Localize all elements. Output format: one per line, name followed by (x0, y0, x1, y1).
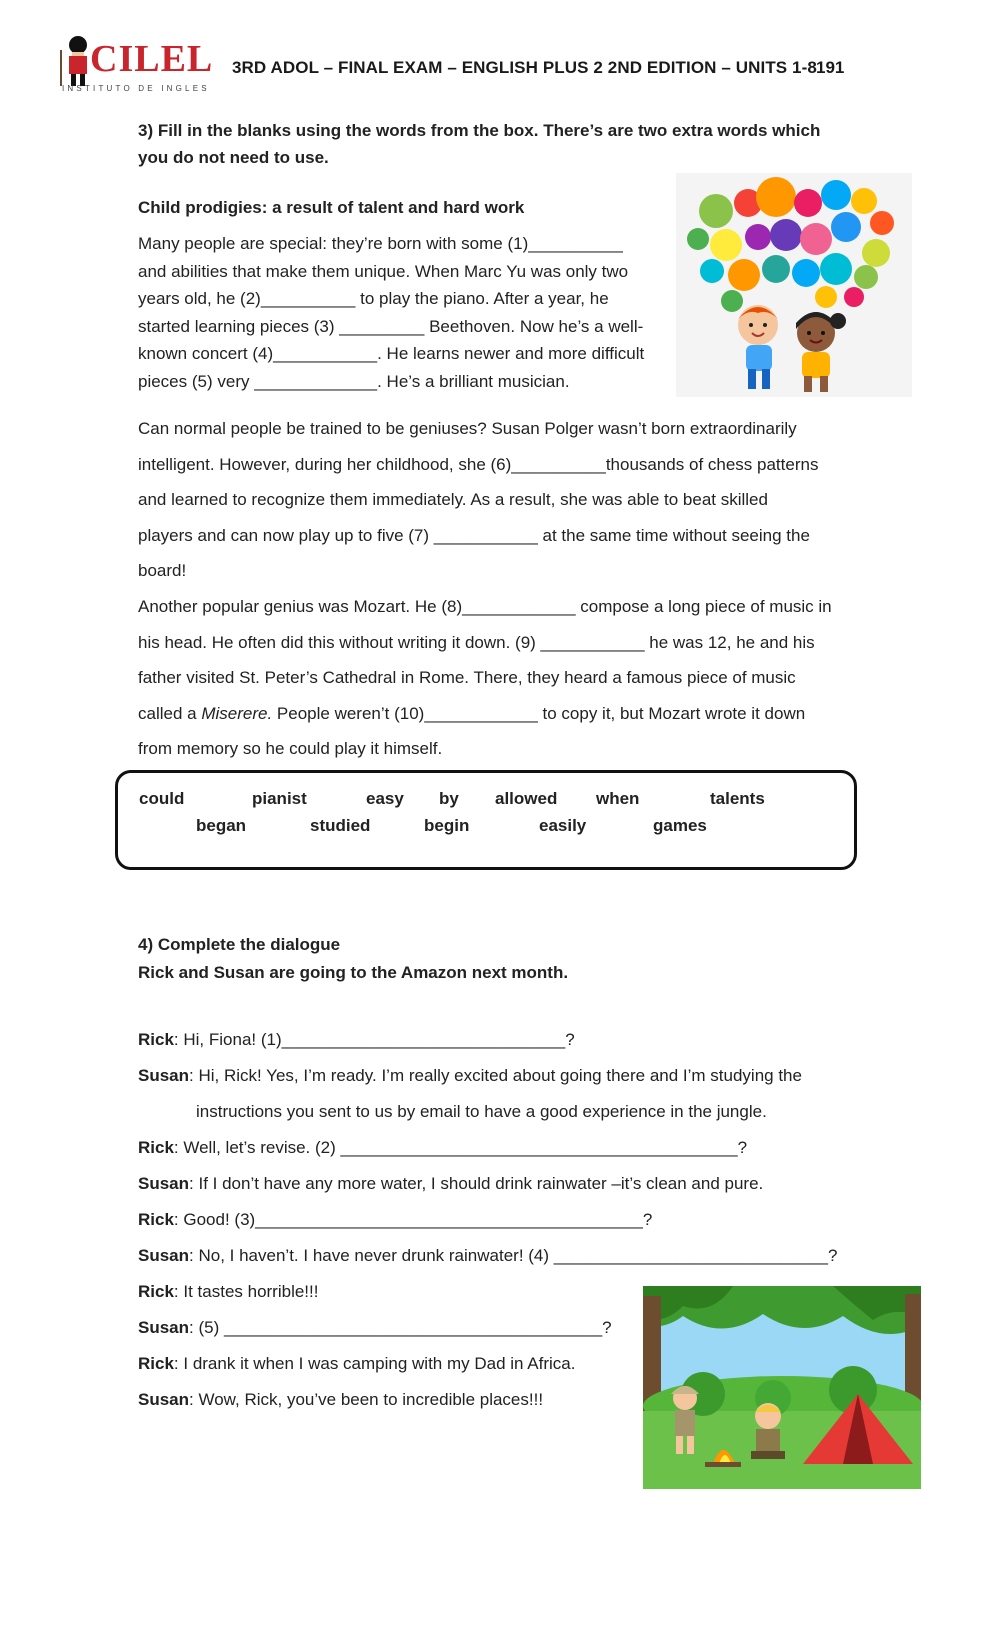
reading-title: Child prodigies: a result of talent and hard work (138, 198, 525, 217)
text-span: People weren’t (10)____________ to copy it, but Mozart wrote it down (272, 703, 806, 723)
dialogue-text: : No, I haven’t. I have never drunk rainwater! (4) _____________________________? (189, 1246, 838, 1265)
dialogue-line (138, 1173, 763, 1195)
dialogue-text: : It tastes horrible!!! (173, 1282, 319, 1301)
dialogue-text: : If I don’t have any more water, I should drink rainwater –it’s clean and pure. (189, 1174, 764, 1193)
text-line: players and can now play up to five (7) ___________ at the same time without seeing the (138, 525, 810, 545)
dialogue-text: : Hi, Fiona! (1)______________________________? (173, 1030, 575, 1049)
word-box-word: games (653, 816, 707, 835)
instruction-line: 3) Fill in the blanks using the words from the box. There’s are two extra words which (138, 121, 821, 140)
text-line: his head. He often did this without writing it down. (9) ___________ he was 12, he and his (138, 632, 815, 652)
camping-illustration (643, 1286, 921, 1489)
dialogue-line (138, 1353, 575, 1375)
dialogue-line (196, 1101, 767, 1123)
camping-scene-icon (643, 1286, 921, 1489)
text-line: Can normal people be trained to be geniuses? Susan Polger wasn’t born extraordinarily (138, 419, 797, 438)
dialogue-line (138, 1281, 318, 1303)
speaker: Susan (138, 1174, 190, 1193)
speaker: Susan (138, 1318, 190, 1337)
speaker: Rick (138, 1210, 174, 1229)
text-line: years old, he (2)__________ to play the piano. After a year, he (138, 289, 609, 308)
word-box-word: easily (539, 816, 587, 835)
page-number: 191 (816, 58, 845, 77)
word-box-word: easy (366, 789, 404, 808)
word-box-word: began (196, 816, 247, 835)
text-line: and abilities that make them unique. When Marc Yu was only two (138, 261, 629, 281)
text-line: father visited St. Peter’s Cathedral in Rome. There, they heard a famous piece of music (138, 668, 796, 688)
dialogue-line (138, 1317, 612, 1339)
dialogue-line (138, 1065, 802, 1087)
speaker: Susan (138, 1066, 190, 1085)
section4-heading (138, 931, 568, 987)
text-line: known concert (4)___________. He learns newer and more difficult (138, 344, 645, 363)
word-box-word: talents (710, 789, 765, 808)
dialogue-text: : Well, let’s revise. (2) __________________________________________? (173, 1138, 748, 1157)
dialogue-line (138, 1209, 652, 1231)
speaker: Rick (138, 1282, 174, 1301)
word-box-word: begin (424, 816, 470, 835)
dialogue-line (138, 1389, 543, 1411)
text-line: pieces (5) very _____________. He’s a brilliant musician. (138, 371, 570, 391)
dialogue-text: : (5) ________________________________________? (189, 1318, 612, 1337)
text-span: called a (138, 703, 202, 723)
word-box-word: studied (310, 816, 371, 835)
section3-instruction (138, 117, 858, 171)
dialogue-text: : Hi, Rick! Yes, I’m ready. I’m really excited about going there and I’m studying the (189, 1066, 802, 1085)
dialogue-line (138, 1137, 747, 1159)
section4-subtitle: Rick and Susan are going to the Amazon next month. (138, 963, 569, 982)
word-box-word: allowed (495, 789, 558, 808)
miserere-word: Miserere. (201, 703, 273, 723)
word-box (115, 770, 857, 870)
instruction-line: you do not need to use. (138, 148, 329, 167)
speaker: Susan (138, 1246, 190, 1265)
speaker: Rick (138, 1030, 174, 1049)
text-line: intelligent. However, during her childhood, she (6)__________thousands of chess patterns (138, 454, 819, 474)
text-line (138, 696, 858, 732)
logo-subtitle: INSTITUTO DE INGLES (62, 84, 210, 93)
text-line: from memory so he could play it himself. (138, 739, 443, 759)
speaker: Rick (138, 1138, 174, 1157)
dialogue-line (138, 1029, 575, 1051)
dialogue-text: : Wow, Rick, you’ve been to incredible places!!! (189, 1390, 544, 1409)
text-line: Many people are special: they’re born with some (1)__________ (138, 234, 623, 253)
word-box-word: could (139, 789, 185, 808)
section4-title: 4) Complete the dialogue (138, 935, 341, 954)
dialogue-line (138, 1245, 837, 1267)
text-line: board! (138, 561, 187, 581)
text-line: and learned to recognize them immediately. As a result, she was able to beat skilled (138, 490, 768, 510)
dialogue-text: instructions you sent to us by email to have a good experience in the jungle. (196, 1102, 767, 1121)
dialogue-text: : Good! (3)_________________________________________? (173, 1210, 653, 1229)
reading-paragraph-1 (138, 230, 658, 395)
logo-text: CILEL (90, 38, 214, 80)
word-box-word: pianist (252, 789, 307, 808)
reading-paragraph-2 (138, 411, 858, 767)
speaker: Susan (138, 1390, 190, 1409)
ideas-cloud-icon (676, 173, 912, 397)
text-line: started learning pieces (3) _________ Beethoven. Now he’s a well- (138, 316, 644, 336)
exam-title: 3RD ADOL – FINAL EXAM – ENGLISH PLUS 2 2ND EDITION – UNITS 1-8 (232, 58, 817, 77)
text-line: Another popular genius was Mozart. He (8)____________ compose a long piece of music in (138, 596, 832, 616)
dialogue-text: : I drank it when I was camping with my Dad in Africa. (173, 1354, 576, 1373)
speaker: Rick (138, 1354, 174, 1373)
word-box-word: by (439, 789, 459, 808)
kids-ideas-illustration (676, 173, 912, 397)
word-box-word: when (596, 789, 640, 808)
